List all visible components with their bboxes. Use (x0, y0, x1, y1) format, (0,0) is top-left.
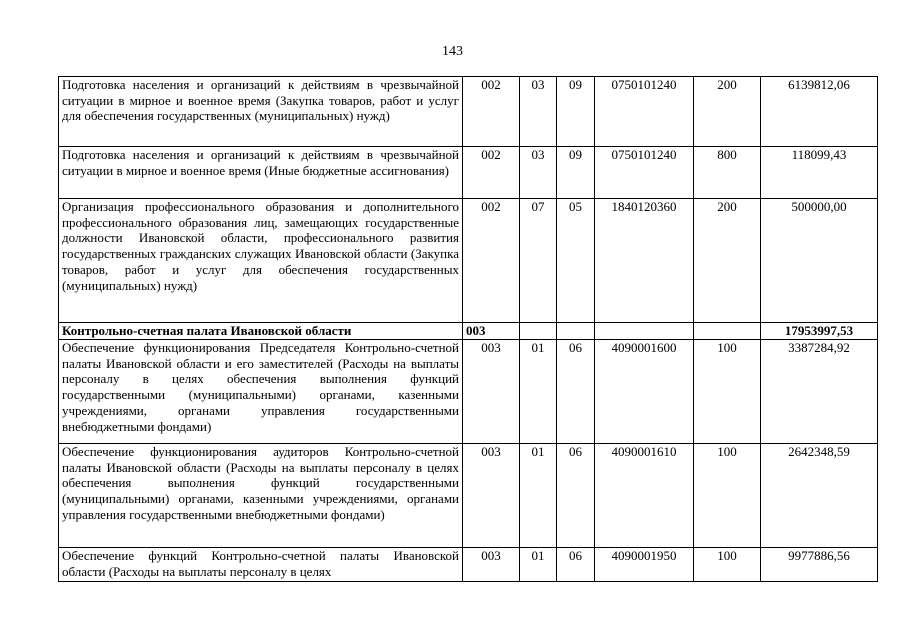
section-code: 01 (520, 548, 557, 582)
table-row (59, 147, 878, 199)
amount: 2642348,59 (761, 444, 878, 548)
amount: 17953997,53 (761, 323, 878, 340)
amount: 500000,00 (761, 199, 878, 323)
table-row (59, 548, 878, 582)
expense-type-code: 200 (694, 199, 761, 323)
table-row (59, 444, 878, 548)
section-code: 03 (520, 77, 557, 147)
amount: 6139812,06 (761, 77, 878, 147)
row-name: Подготовка населения и организаций к действиям в чрезвычайной ситуации в мирное и военное время (Закупка товаров, работ и услуг для обеспечения государственных (муниципальных) нужд) (59, 77, 463, 147)
subsection-code: 09 (557, 147, 595, 199)
subsection-code (557, 323, 595, 340)
expense-type-code: 100 (694, 548, 761, 582)
amount: 118099,43 (761, 147, 878, 199)
expense-type-code: 800 (694, 147, 761, 199)
amount: 9977886,56 (761, 548, 878, 582)
table-row (59, 340, 878, 444)
row-name: Обеспечение функционирования Председателя Контрольно-счетной палаты Ивановской области и его заместителей (Расходы на выплаты персоналу в целях обеспечения выполнения функций государственными (муниципальными) органами, казенными учреждениями, органами управления государственными внебюджетными фондами) (59, 340, 463, 444)
subsection-code: 06 (557, 548, 595, 582)
ministry-code: 003 (463, 444, 520, 548)
target-code: 4090001610 (595, 444, 694, 548)
ministry-code: 002 (463, 147, 520, 199)
target-code: 4090001600 (595, 340, 694, 444)
target-code: 4090001950 (595, 548, 694, 582)
budget-table (58, 76, 878, 582)
ministry-code: 003 (463, 340, 520, 444)
table-row (59, 77, 878, 147)
expense-type-code (694, 323, 761, 340)
expense-type-code: 100 (694, 444, 761, 548)
expense-type-code: 100 (694, 340, 761, 444)
subsection-code: 09 (557, 77, 595, 147)
section-code: 03 (520, 147, 557, 199)
ministry-code: 002 (463, 199, 520, 323)
table-row-total (59, 323, 878, 340)
subsection-code: 05 (557, 199, 595, 323)
table-row (59, 199, 878, 323)
subsection-code: 06 (557, 340, 595, 444)
row-name: Обеспечение функционирования аудиторов Контрольно-счетной палаты Ивановской области (Расходы на выплаты персоналу в целях обеспечения выполнения функций государственными (муниципальными) органами, казенными учреждениями, органами управления государственными внебюджетными фондами) (59, 444, 463, 548)
page-number: 143 (442, 44, 463, 59)
target-code: 0750101240 (595, 77, 694, 147)
subsection-code: 06 (557, 444, 595, 548)
section-code: 01 (520, 444, 557, 548)
target-code (595, 323, 694, 340)
row-name: Обеспечение функций Контрольно-счетной палаты Ивановской области (Расходы на выплаты персоналу в целях (59, 548, 463, 582)
amount: 3387284,92 (761, 340, 878, 444)
expense-type-code: 200 (694, 77, 761, 147)
section-code: 07 (520, 199, 557, 323)
target-code: 1840120360 (595, 199, 694, 323)
ministry-code: 003 (463, 323, 520, 340)
row-name: Контрольно-счетная палата Ивановской области (59, 323, 463, 340)
target-code: 0750101240 (595, 147, 694, 199)
ministry-code: 003 (463, 548, 520, 582)
row-name: Подготовка населения и организаций к действиям в чрезвычайной ситуации в мирное и военное время (Иные бюджетные ассигнования) (59, 147, 463, 199)
ministry-code: 002 (463, 77, 520, 147)
row-name: Организация профессионального образования и дополнительного профессионального образования лиц, замещающих государственные должности Ивановской области, профессионального развития государственных гражданских служащих Ивановской области (Закупка товаров, работ и услуг для обеспечения государственных (муниципальных) нужд) (59, 199, 463, 323)
section-code: 01 (520, 340, 557, 444)
section-code (520, 323, 557, 340)
